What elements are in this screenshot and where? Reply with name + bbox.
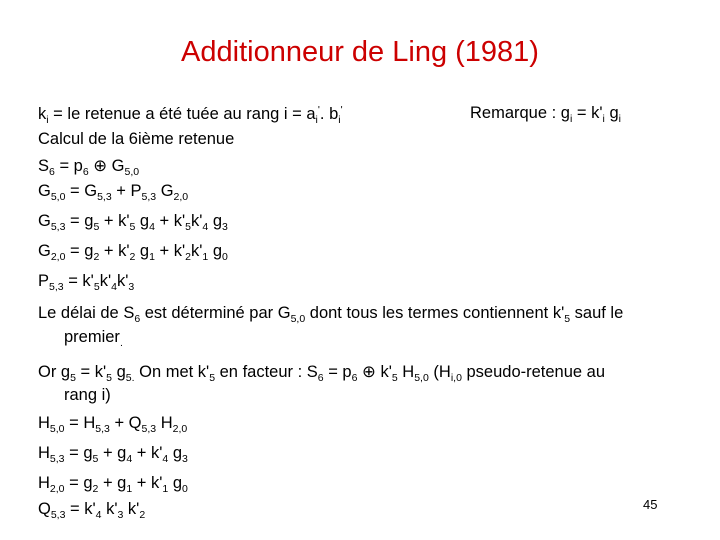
line-h50: $H_{5,0} = H_{5,3} + Q_{5,3}$ $H_{2,0}$	[38, 414, 188, 435]
line-g53: $G_{5,3} = g_5 + k'_5$ $g_4 + k'_5k'_4$ $g_3$	[38, 212, 228, 233]
line-q53: $Q_{5,3} = k'_4$ $k'_3$ $k'_2$	[38, 500, 146, 521]
line-premier: premier$_.$	[64, 328, 123, 349]
line-ki-definition: $k_i$ = le retenue a été tuée au rang $i = a_i'$. $b_i'$	[38, 104, 343, 126]
remark-line: Remarque : $g_i = k'_i$ $g_i$	[470, 104, 621, 125]
line-p53: $P_{5,3} = k'_5k'_4k'_3$	[38, 272, 135, 293]
page-number: 45	[643, 497, 658, 512]
line-s6: $S_6 = p_6$ ⊕ $G_{5,0}$	[38, 157, 140, 178]
line-g50: $G_{5,0} = G_{5,3} + P_{5,3}$ $G_{2,0}$	[38, 182, 189, 203]
line-rang-i: rang i)	[64, 386, 111, 404]
slide-title: Additionneur de Ling (1981)	[181, 36, 539, 68]
line-or-g5: Or $g_5 = k'_5$ $g_{5.}$ On met $k'_5$ en facteur : $S_6 = p_6$ ⊕ $k'_5$ $H_{5,0}$ ($H_{i,0}$ pseudo-retenue au	[38, 363, 606, 384]
line-h20: $H_{2,0} = g_2 + g_1 + k'_1$ $g_0$	[38, 474, 188, 495]
line-g20: $G_{2,0} = g_2 + k'_2$ $g_1 + k'_2k'_1$ $g_0$	[38, 242, 228, 263]
line-delai: Le délai de $S_6$ est déterminé par $G_{5,0}$ dont tous les termes contiennent $k'_5$ sauf le	[38, 304, 624, 325]
line-h53: $H_{5,3} = g_5 + g_4 + k'_4$ $g_3$	[38, 444, 188, 465]
line-calcul: Calcul de la 6ième retenue	[38, 130, 235, 148]
